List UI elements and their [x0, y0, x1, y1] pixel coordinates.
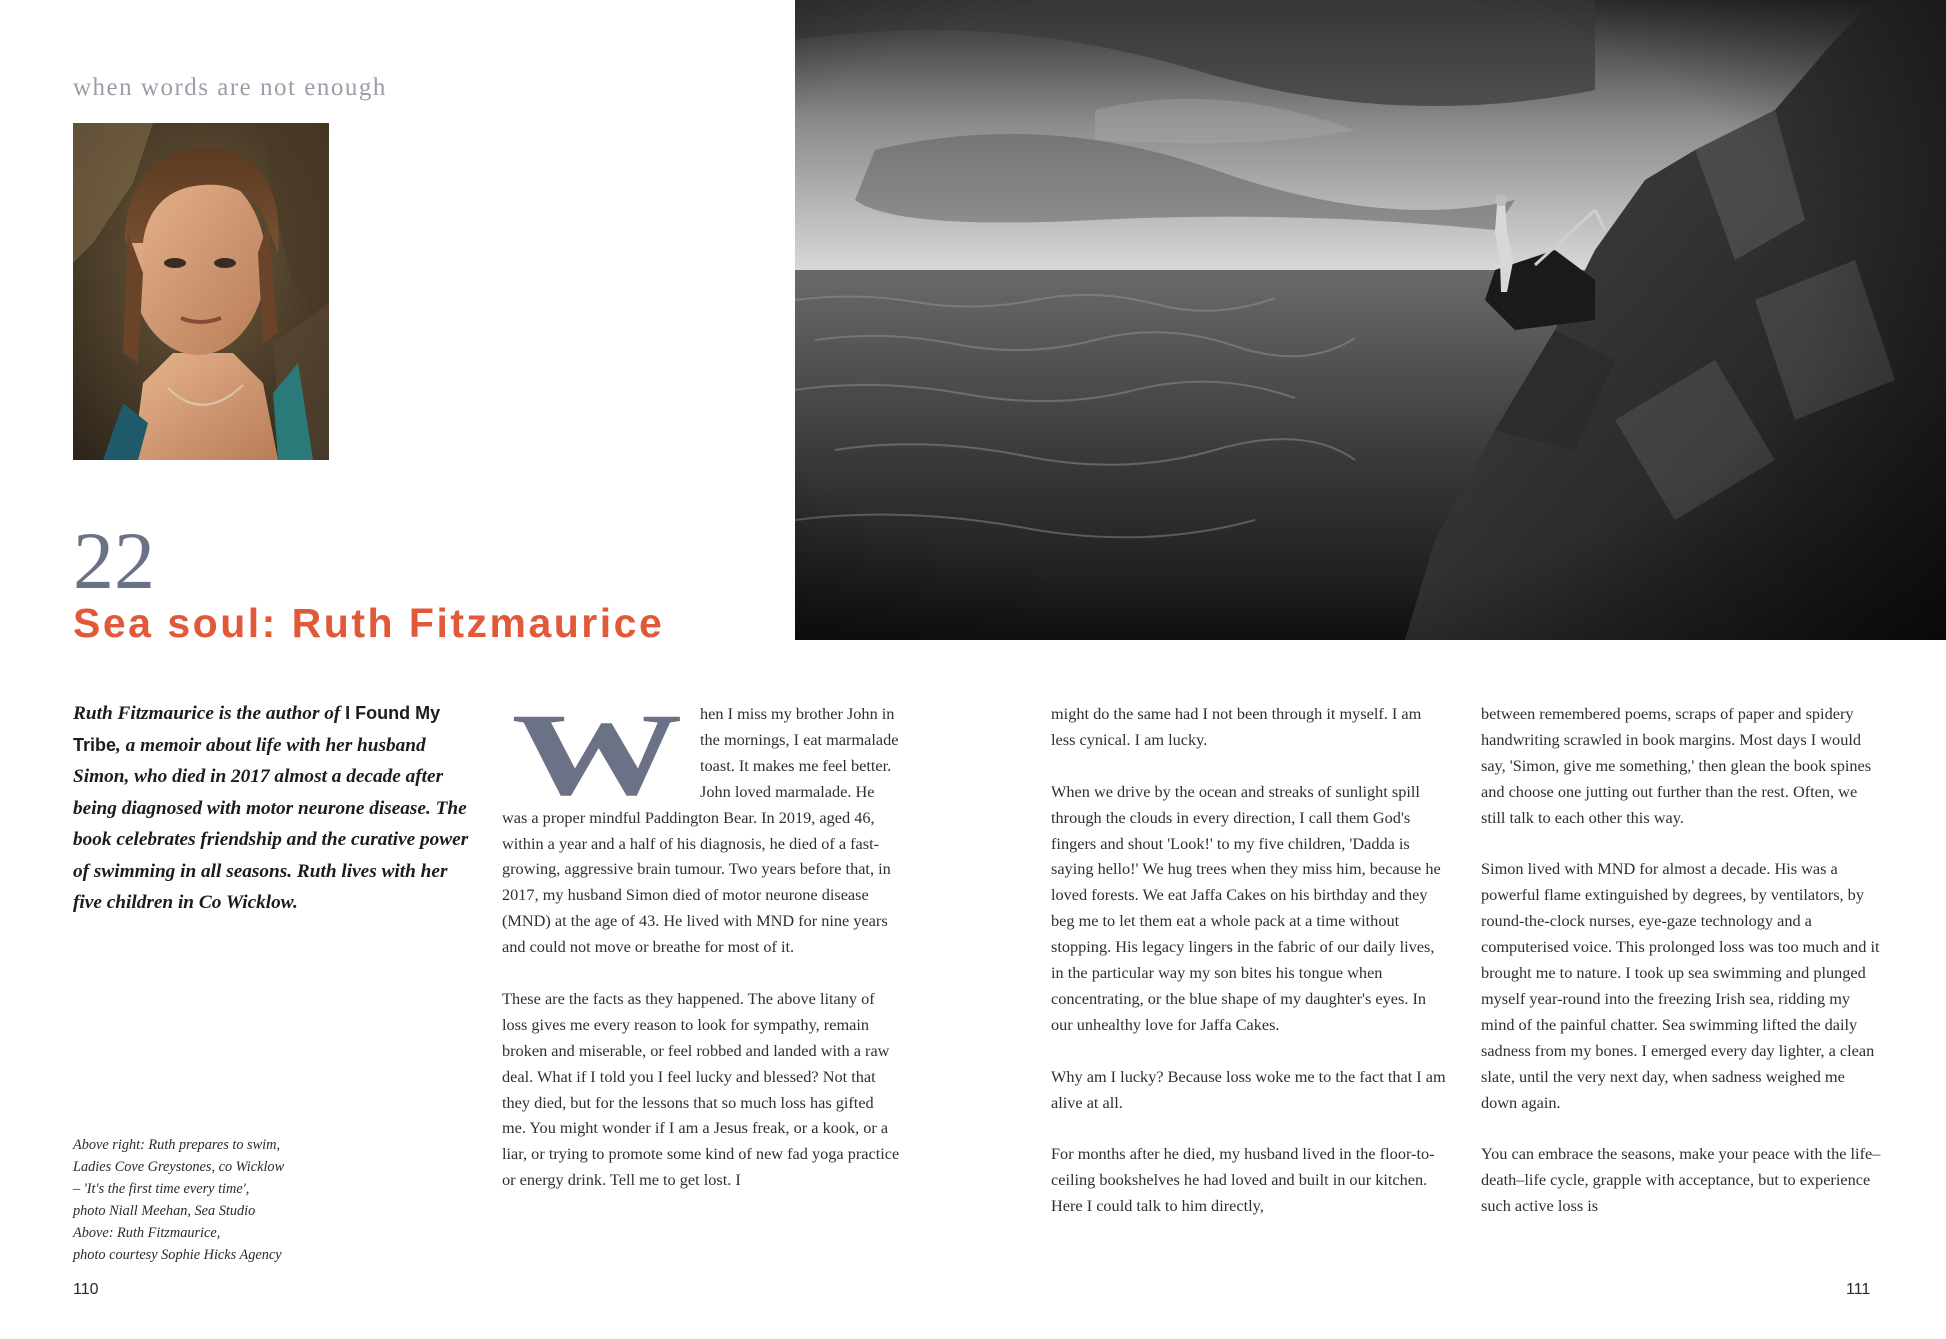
caption-line: Above: Ruth Fitzmaurice,: [73, 1225, 221, 1241]
caption-line: Above right: Ruth prepares to swim,: [73, 1137, 281, 1153]
portrait-photo: [73, 123, 329, 460]
body-paragraph: might do the same had I not been through it myself. I am less cynical. I am lucky.: [1051, 704, 1422, 749]
body-paragraph: hen I miss my brother John in the mornings, I eat marmalade toast. It makes me feel better. John loved marmalade. He was a proper mindful Paddington Bear. In 2019, aged 46, within a year and a half of his diagnosis, he died of a fast-growing, aggressive brain tumour. Two years before that, in 2017, my husband Simon died of motor neurone disease (MND) at the age of 43. He lived with MND for nine years and could not move or breathe for most of it.: [502, 704, 899, 957]
book-title: I Found My Tribe: [73, 703, 441, 755]
body-column-3: [1481, 701, 1881, 1245]
article-title: Sea soul: Ruth Fitzmaurice: [73, 600, 665, 646]
page-number-right: 111: [1846, 1281, 1871, 1298]
caption-line: photo Niall Meehan, Sea Studio: [73, 1203, 256, 1219]
section-kicker: when words are not enough: [73, 74, 387, 101]
hero-photo: [795, 0, 1946, 640]
intro-text-after: , a memoir about life with her husband Simon, who died in 2017 almost a decade after being diagnosed with motor neurone disease. The book celebrates friendship and the curative power of swimming in all seasons. Ruth lives with her five children in Co Wicklow.: [73, 734, 469, 913]
body-paragraph: These are the facts as they happened. The above litany of loss gives me every reason to look for sympathy, remain broken and miserable, or feel robbed and landed with a raw deal. What if I told you I feel lucky and blessed? Not that they died, but for the lessons that so much loss has gifted me. You might wonder if I am a Jesus freak, or a kook, or a liar, or trying to promote some kind of new fad yoga practice or energy drink. Tell me to get lost. I: [502, 988, 900, 1190]
photo-caption: [73, 1134, 373, 1266]
page-number-left: 110: [73, 1281, 99, 1298]
caption-line: – 'It's the first time every time',: [73, 1181, 250, 1197]
body-paragraph: You can embrace the seasons, make your peace with the life–death–life cycle, grapple with acceptance, but to experience such active loss is: [1481, 1144, 1881, 1216]
body-column-1: [502, 701, 900, 1219]
body-paragraph: Why am I lucky? Because loss woke me to the fact that I am alive at all.: [1051, 1066, 1446, 1112]
caption-line: Ladies Cove Greystones, co Wicklow: [73, 1159, 285, 1175]
body-column-2: [1051, 701, 1449, 1245]
drop-cap: [502, 706, 692, 796]
intro-text-before: Ruth Fitzmaurice is the author of: [73, 703, 346, 724]
drop-cap-letter: W: [511, 706, 683, 796]
body-paragraph: When we drive by the ocean and streaks of sunlight spill through the clouds in every direction, I call them God's fingers and shout 'Look!' to my five children, 'Dadda is saying hello!' We hug trees when they miss him, because he loved forests. We eat Jaffa Cakes on his birthday and they beg me to let them eat a whole pack at a time without stopping. His legacy lingers in the fabric of our daily lives, in the particular way my son bites his tongue when concentrating, or the blue shape of my daughter's eyes. In our unhealthy love for Jaffa Cakes.: [1051, 781, 1441, 1034]
intro-paragraph: [73, 698, 473, 919]
body-paragraph: Simon lived with MND for almost a decade. His was a powerful flame extinguished by degrees, by ventilators, by round-the-clock nurses, eye-gaze technology and a computerised voice. This prolonged loss was too much and it brought me to nature. I took up sea swimming and plunged myself year-round into the freezing Irish sea, ridding my mind of the painful chatter. Sea swimming lifted the daily sadness from my bones. I emerged every day lighter, a clean slate, until the very next day, when sadness weighed me down again.: [1481, 859, 1880, 1112]
body-paragraph: between remembered poems, scraps of paper and spidery handwriting scrawled in book margins. Most days I would say, 'Simon, give me something,' then glean the book spines and choose one jutting out further than the rest. Often, we still talk to each other this way.: [1481, 704, 1872, 827]
body-paragraph: For months after he died, my husband lived in the floor-to-ceiling bookshelves he had loved and built in our kitchen. Here I could talk to him directly,: [1051, 1144, 1435, 1216]
caption-line: photo courtesy Sophie Hicks Agency: [73, 1247, 282, 1263]
chapter-number: 22: [73, 515, 155, 606]
